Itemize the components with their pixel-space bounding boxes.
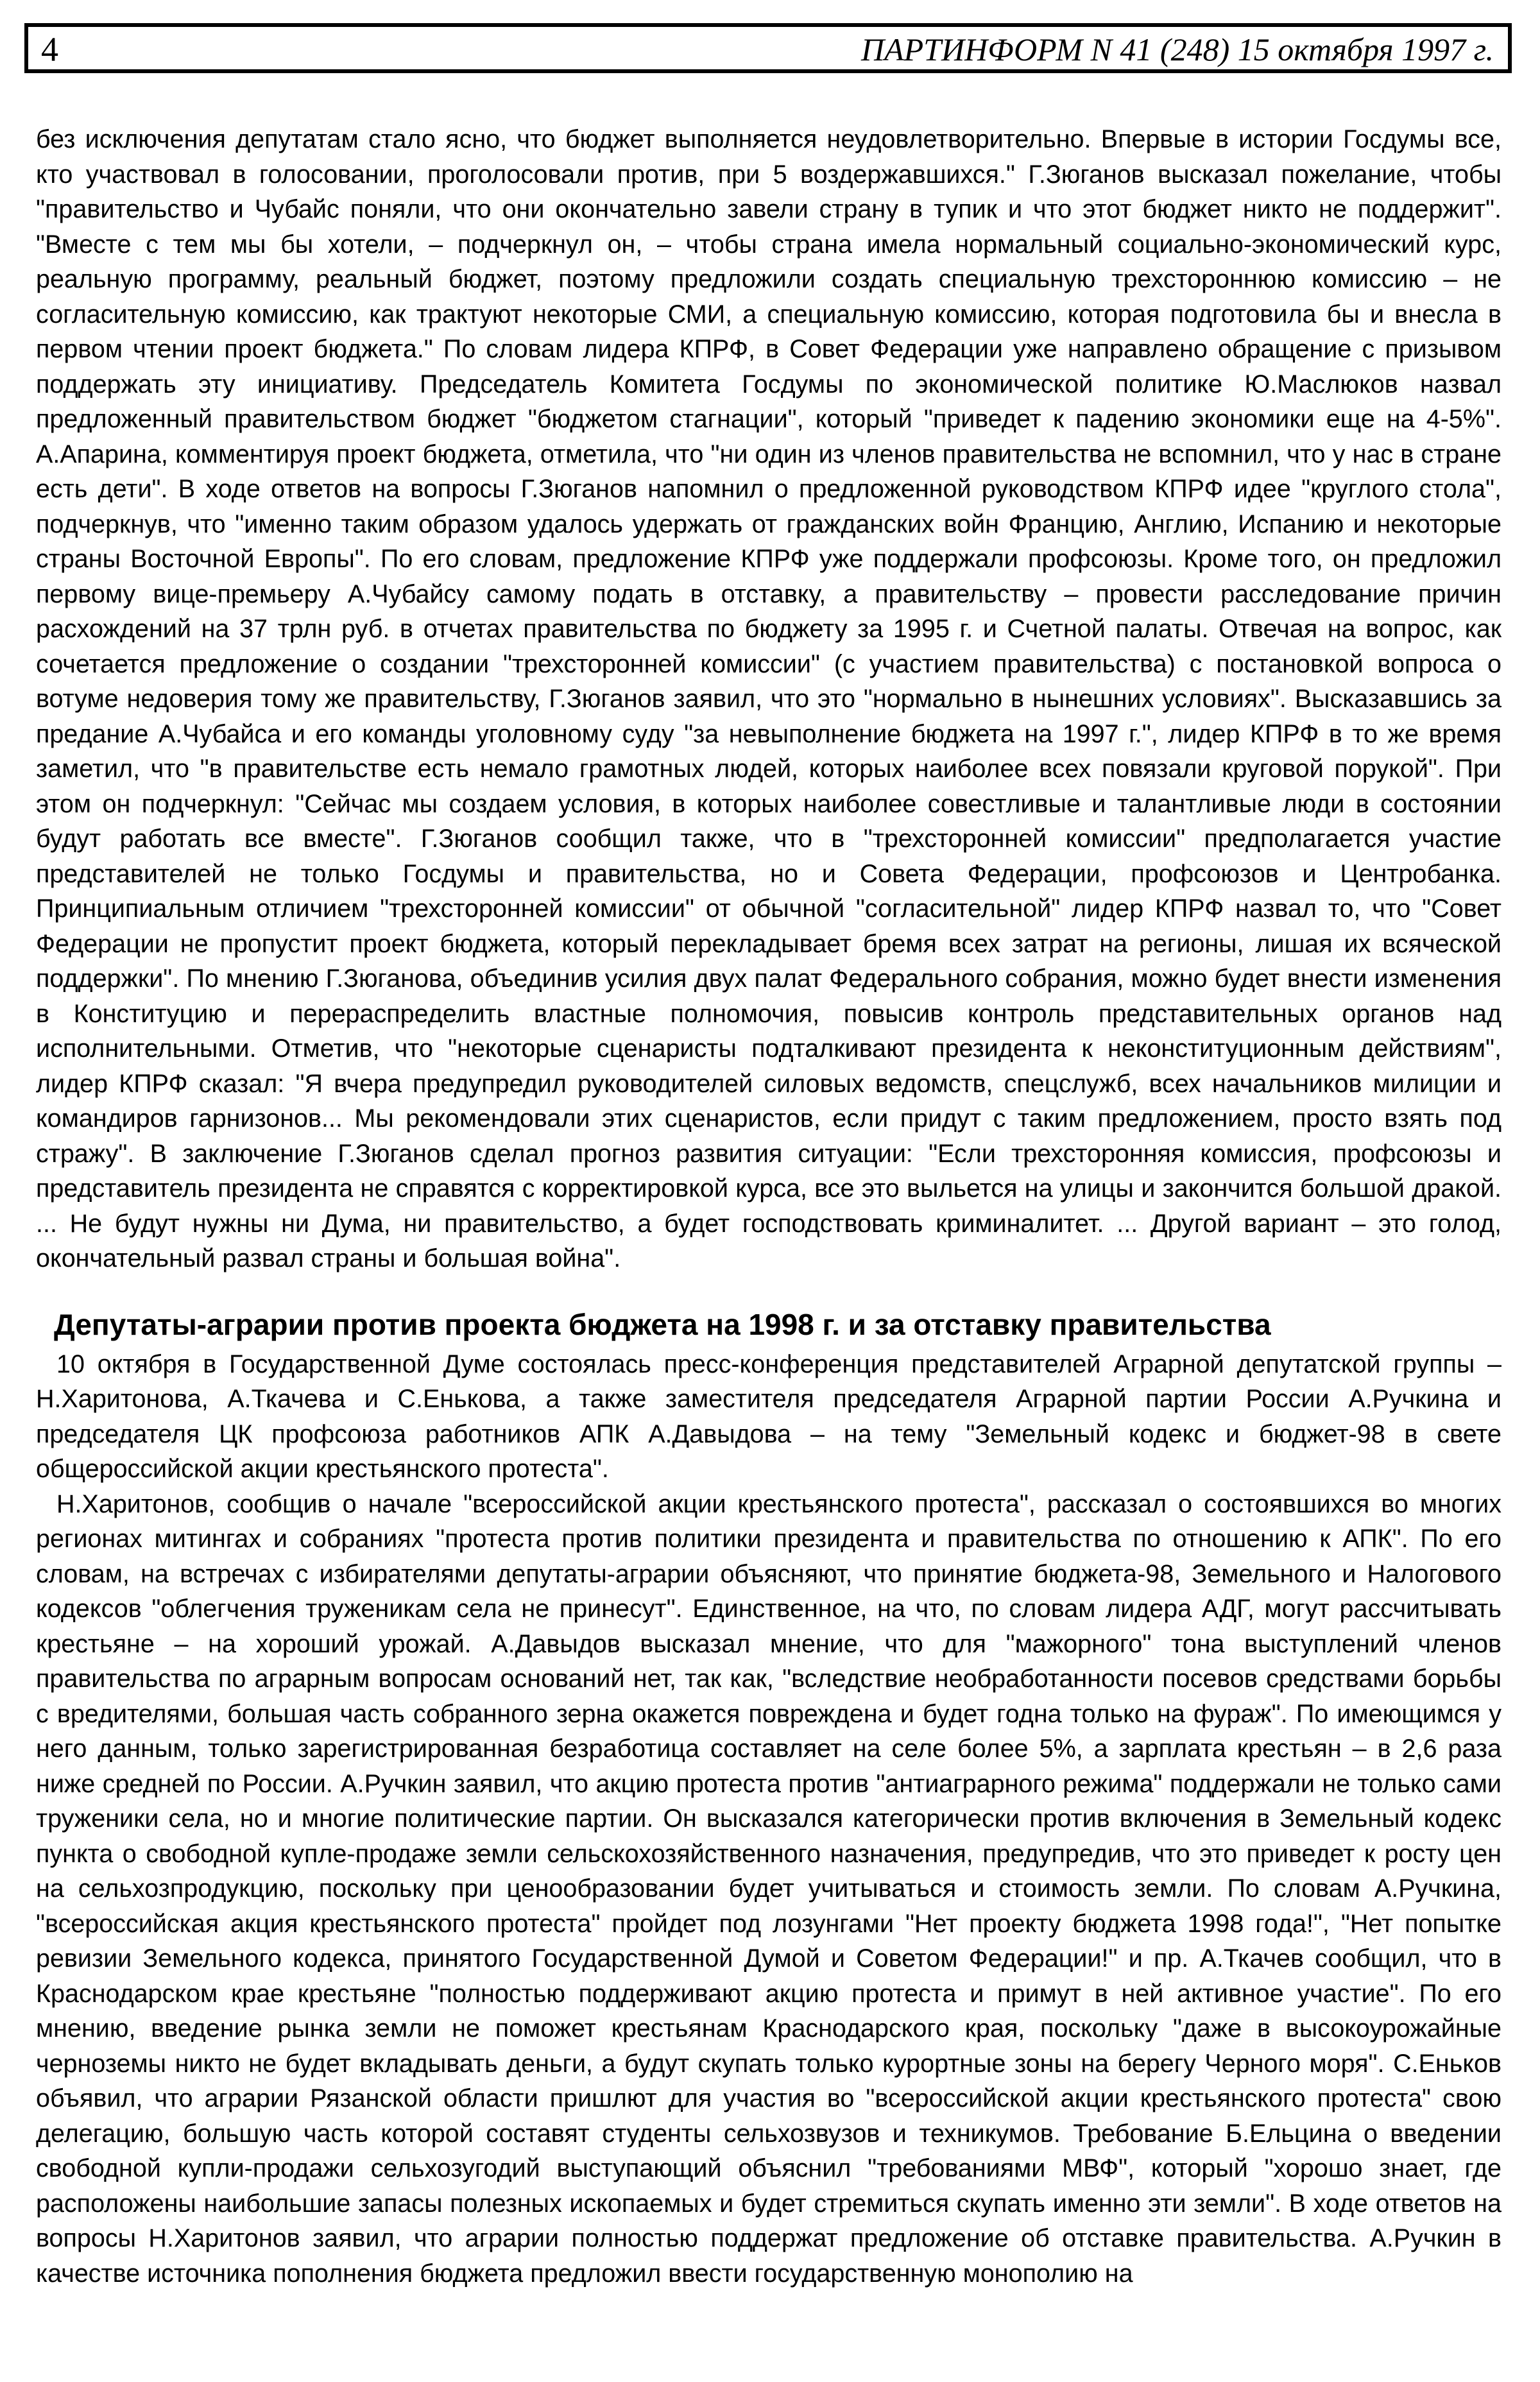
article-continuation-text: без исключения депутатам стало ясно, что бюджет выполняется неудовлетворительно. Впервые в истории Госдумы все, кто участвовал в голосовании, проголосовали против, при 5 воздержавшихся." Г.Зюганов высказал пожелание, чтобы "правительство и Чубайс поняли, что они окончательно завели страну в тупик и что этот бюджет никто не поддержит". "Вместе с тем мы бы хотели, – подчеркнул он, – чтобы страна имела нормальный социально-экономический курс, реальную программу, реальный бюджет, поэтому предложили создать специальную трехстороннюю комиссию – не согласительную комиссию, как трактуют некоторые СМИ, а специальную комиссию, которая подготовила бы и внесла в первом чтении проект бюджета." По словам лидера КПРФ, в Совет Федерации уже направлено обращение с призывом поддержать эту инициативу. Председатель Комитета Госдумы по экономической политике Ю.Маслюков назвал предложенный правительством бюджет "бюджетом стагнации", который "приведет к падению экономики еще на 4-5%". А.Апарина, комментируя проект бюджета, отметила, что "ни один из членов правительства не вспомнил, что у нас в стране есть дети". В ходе ответов на вопросы Г.Зюганов напомнил о предложенной руководством КПРФ идее "круглого стола", подчеркнув, что "именно таким образом удалось удержать от гражданских войн Францию, Англию, Испанию и некоторые страны Восточной Европы". По его словам, предложение КПРФ уже поддержали профсоюзы. Кроме того, он предложил первому вице-премьеру А.Чубайсу самому подать в отставку, а правительству – провести расследование причин расхождений на 37 трлн руб. в отчетах правительства по бюджету за 1995 г. и Счетной палаты. Отвечая на вопрос, как сочетается предложение о создании "трехсторонней комиссии" (с участием правительства) с постановкой вопроса о вотуме недоверия тому же правительству, Г.Зюганов заявил, что это "нормально в нынешних условиях". Высказавшись за предание А.Чубайса и его команды уголовному суду "за невыполнение бюджета на 1997 г.", лидер КПРФ в то же время заметил, что "в правительстве есть немало грамотных людей, которых наиболее всех повязали круговой порукой". При этом он подчеркнул: "Сейчас мы создаем условия, в которых наиболее совестливые и талантливые люди в состоянии будут работать все вместе". Г.Зюганов сообщил также, что в "трехсторонней комиссии" предполагается участие представителей не только Госдумы и правительства, но и Совета Федерации, профсоюзов и Центробанка. Принципиальным отличием "трехсторонней комиссии" от обычной "согласительной" лидер КПРФ назвал то, что "Совет Федерации не пропустит проект бюджета, который перекладывает бремя всех затрат на регионы, лишая их всяческой поддержки". По мнению Г.Зюганова, объединив усилия двух палат Федерального собрания, можно будет внести изменения в Конституцию и перераспределить властные полномочия, повысив контроль представительных органов над исполнительными. Отметив, что "некоторые сценаристы подталкивают президента к неконституционным действиям", лидер КПРФ сказал: "Я вчера предупредил руководителей силовых ведомств, спецслужб, всех начальников милиции и командиров гарнизонов... Мы рекомендовали этих сценаристов, если придут с таким предложением, просто взять под стражу". В заключение Г.Зюганов сделал прогноз развития ситуации: "Если трехсторонняя комиссия, профсоюзы и представитель президента не справятся с корректировкой курса, все это выльется на улицы и закончится большой дракой. ... Не будут нужны ни Дума, ни правительство, а будет господствовать криминалитет. ... Другой вариант – это голод, окончательный развал страны и большая война". [36, 125, 1502, 1272]
article-paragraph-2: Н.Харитонов, сообщив о начале "всероссийской акции крестьянского протеста", рассказал о состоявшихся во многих регионах митингах и собраниях "протеста против политики президента и правительства по отношению к АПК". По его словам, на встречах с избирателями депутаты-аграрии объясняют, что принятие бюджета-98, Земельного и Налогового кодексов "облегчения труженикам села не принесут". Единственное, на что, по словам лидера АДГ, могут рассчитывать крестьяне – на хороший урожай. А.Давыдов высказал мнение, что для "мажорного" тона выступлений членов правительства по аграрным вопросам оснований нет, так как, "вследствие необработанности посевов средствами борьбы с вредителями, большая часть собранного зерна окажется повреждена и будет годна только на фураж". По имеющимся у него данным, только зарегистрированная безработица составляет на селе более 5%, а зарплата крестьян – в 2,6 раза ниже средней по России. А.Ручкин заявил, что акцию протеста против "антиаграрного режима" поддержали не только сами труженики села, но и многие политические партии. Он высказался категорически против включения в Земельный кодекс пункта о свободной купле-продаже земли сельскохозяйственного назначения, предупредив, что это приведет к росту цен на сельхозпродукцию, поскольку при ценообразовании будет учитываться и стоимость земли. По словам А.Ручкина, "всероссийская акция крестьянского протеста" пройдет под лозунгами "Нет проекту бюджета 1998 года!", "Нет попытке ревизии Земельного кодекса, принятого Государственной Думой и Советом Федерации!" и пр. А.Ткачев сообщил, что в Краснодарском крае крестьяне "полностью поддерживают акцию протеста и примут в ней активное участие". По его мнению, введение рынка земли не поможет крестьянам Краснодарского края, поскольку "даже в высокоурожайные черноземы никто не будет вкладывать деньги, а будут скупать только курортные зоны на берегу Черного моря". С.Еньков объявил, что аграрии Рязанской области пришлют для участия во "всероссийской акции крестьянского протеста" свою делегацию, большую часть которой составят студенты сельхозвузов и техникумов. Требование Б.Ельцина о введении свободной купли-продажи сельхозугодий выступающий объяснил "требованиями МВФ", который "хорошо знает, где расположены наибольшие запасы полезных ископаемых и будет стремиться скупать именно эти земли". В ходе ответов на вопросы Н.Харитонов заявил, что аграрии полностью поддержат предложение об отставке правительства. А.Ручкин в качестве источника пополнения бюджета предложил ввести государственную монополию на [36, 1489, 1502, 2288]
article-paragraph-1: 10 октября в Государственной Думе состоялась пресс-конференция представителей Аграрной депутатской группы – Н.Харитонова, А.Ткачева и С.Енькова, а также заместителя председателя Аграрной партии России А.Ручкина и председателя ЦК профсоюза работников АПК А.Давыдова – на тему "Земельный кодекс и бюджет-98 в свете общероссийской акции крестьянского протеста". [36, 1350, 1502, 1483]
publication-info: ПАРТИНФОРМ N 41 (248) 15 октября 1997 г. [860, 31, 1494, 67]
page-content [36, 122, 1502, 2291]
article-title: Депутаты-аграрии против проекта бюджета на 1998 г. и за отставку правительства [54, 1307, 1271, 1341]
page-number: 4 [41, 30, 58, 69]
page-header [24, 23, 1512, 73]
